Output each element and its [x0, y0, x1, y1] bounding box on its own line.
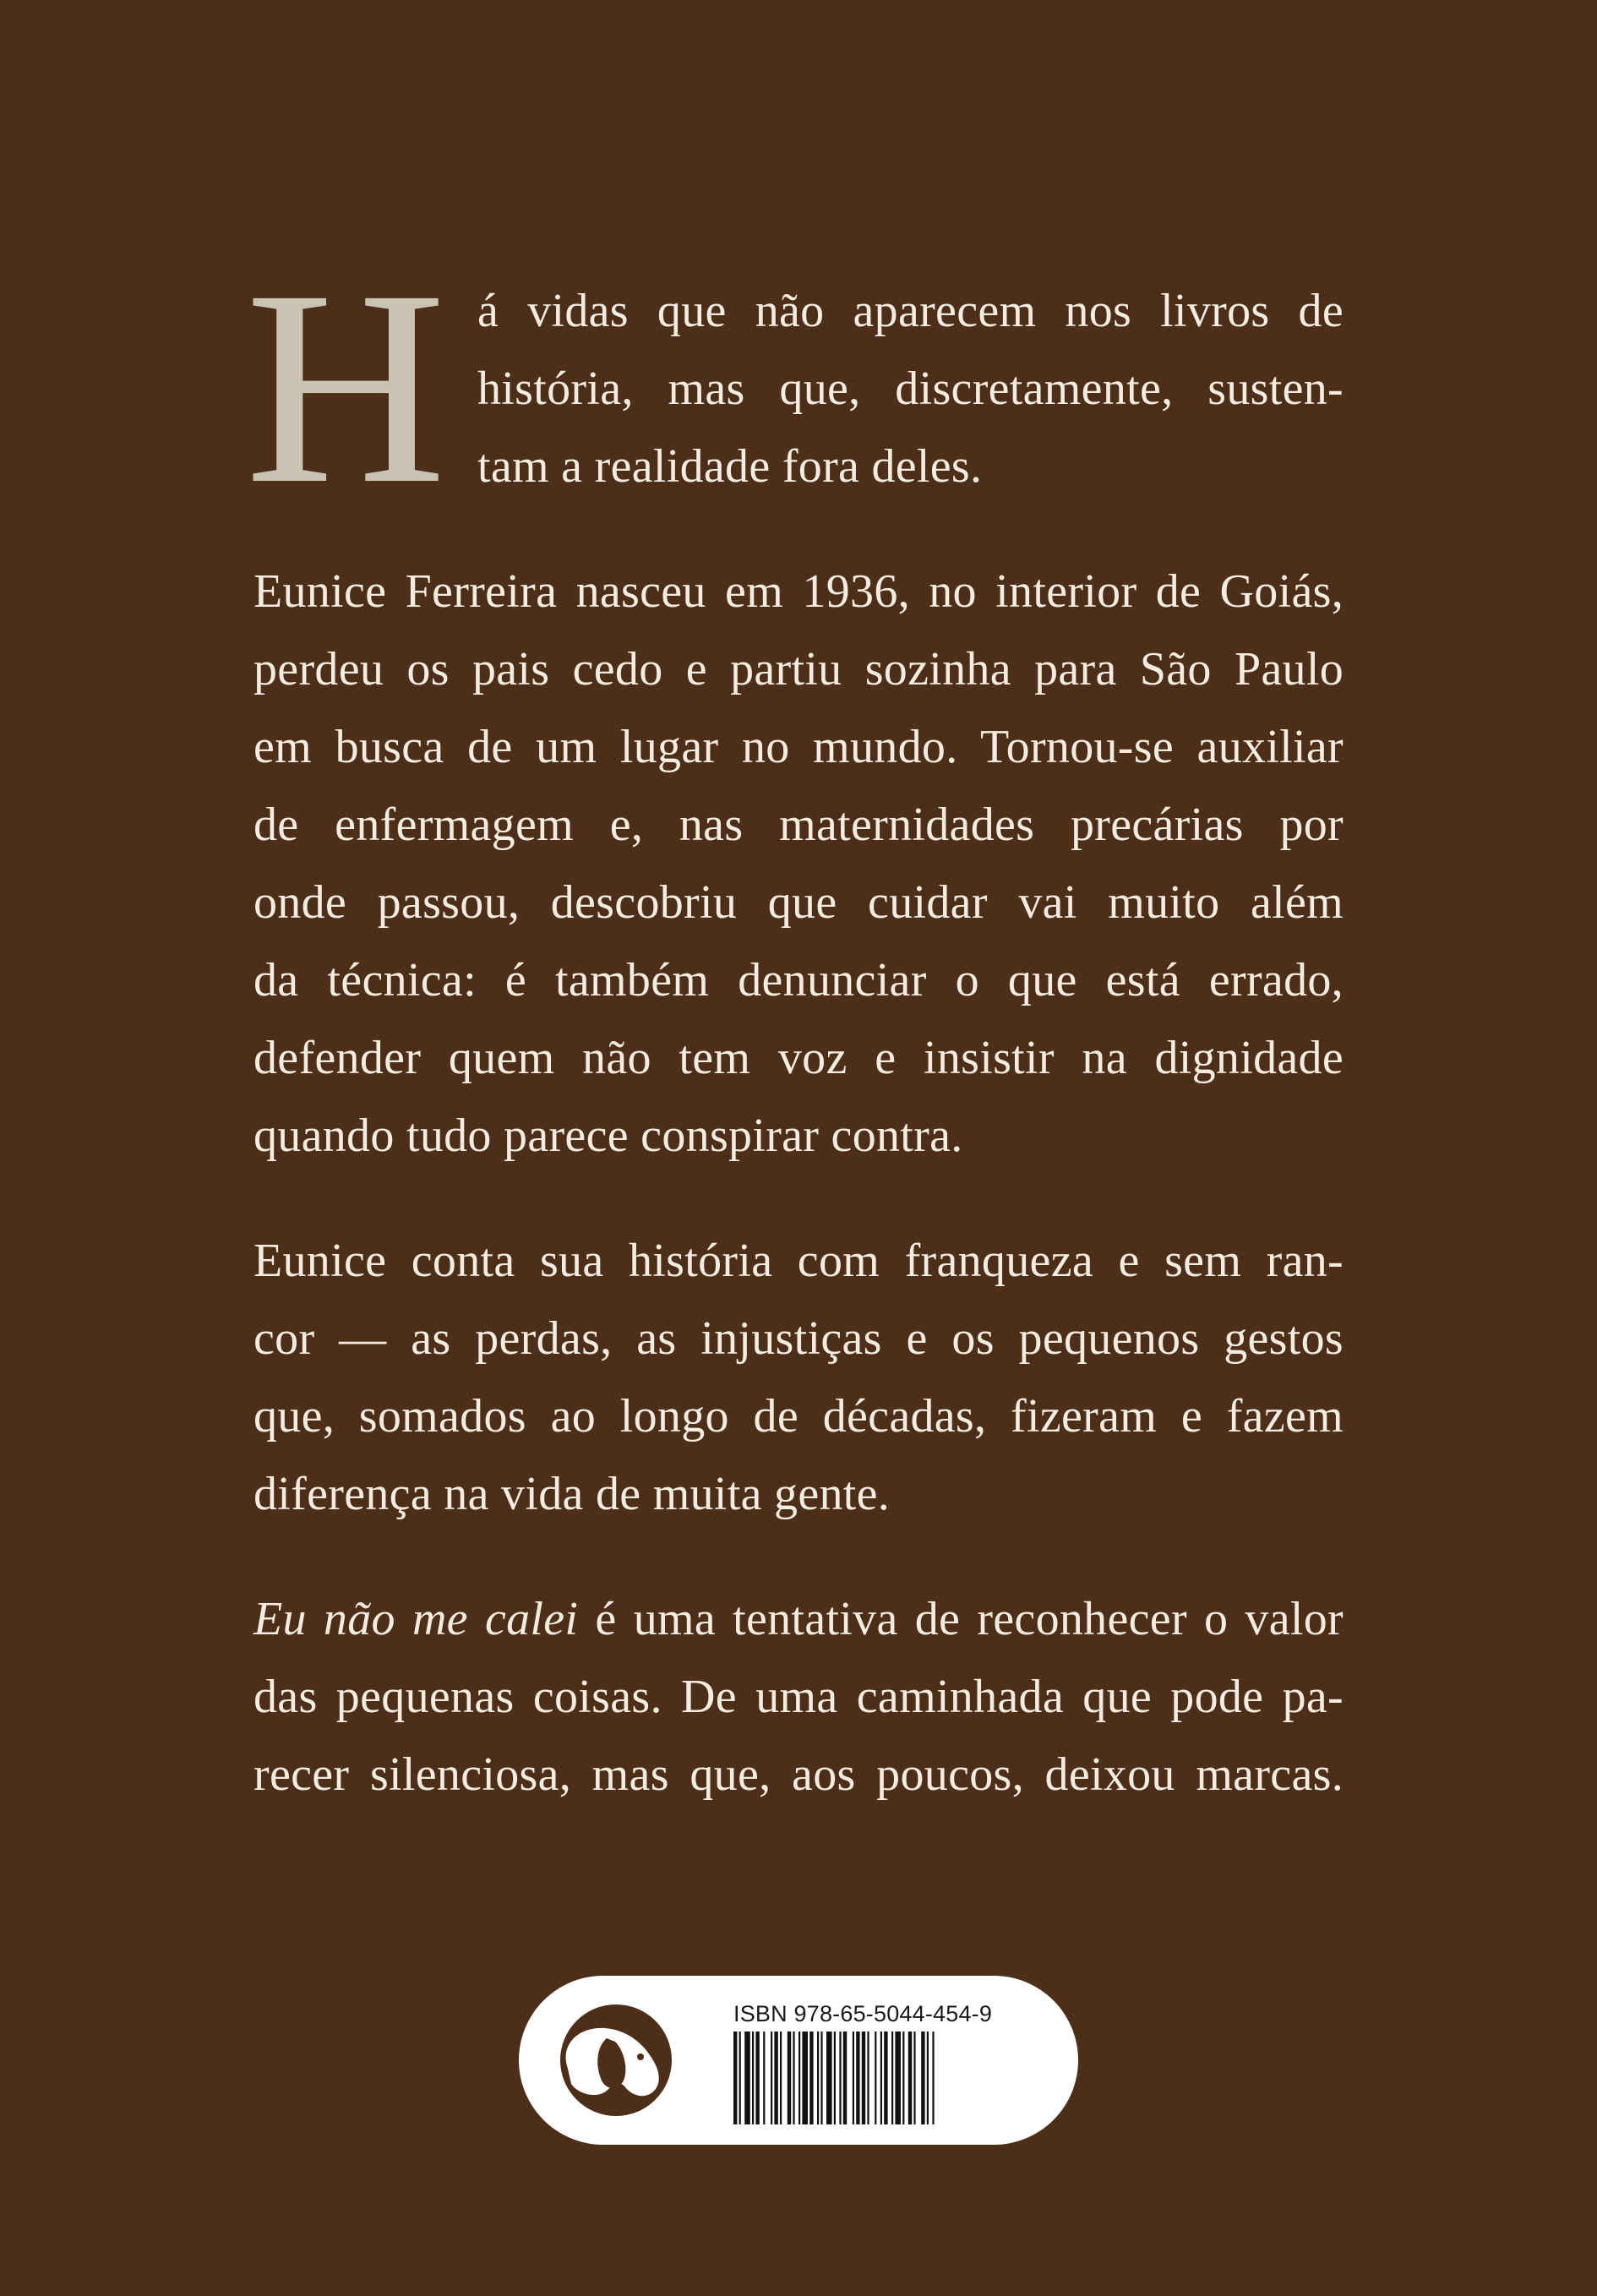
text-line: história, mas que, discretamente, susten-	[477, 363, 1344, 415]
drop-cap: H	[245, 233, 447, 542]
barcode-bar	[834, 2031, 836, 2124]
text-line: perdeu os pais cedo e partiu sozinha para São Paulo	[253, 643, 1344, 695]
barcode-bar	[739, 2031, 741, 2124]
barcode-bar	[902, 2031, 904, 2124]
text-line: em busca de um lugar no mundo. Tornou-se auxiliar	[253, 721, 1344, 773]
text-line: que, somados ao longo de décadas, fizeram e fazem	[253, 1390, 1344, 1442]
text-line: das pequenas coisas. De uma caminhada que pode pa-	[253, 1671, 1344, 1723]
barcode	[733, 2031, 1004, 2124]
barcode-bar	[875, 2031, 876, 2124]
barcode-bar	[867, 2031, 869, 2124]
barcode-bar	[752, 2031, 754, 2124]
barcode-bar	[733, 2031, 737, 2124]
paragraph-2	[253, 553, 1344, 1175]
text-line: recer silenciosa, mas que, aos poucos, deixou marcas.	[253, 1748, 1344, 1801]
text-line: tam a realidade fora deles.	[477, 440, 983, 493]
barcode-bar	[820, 2031, 822, 2124]
text-line: de enfermagem e, nas maternidades precárias por	[253, 799, 1344, 851]
text-line: Eunice Ferreira nasceu em 1936, no interior de Goiás,	[253, 565, 1344, 618]
barcode-bar	[771, 2031, 772, 2124]
barcode-bar	[839, 2031, 841, 2124]
isbn-badge	[519, 1976, 1078, 2145]
book-title: Eu não me calei	[253, 1593, 579, 1645]
barcode-bar	[927, 2031, 929, 2124]
text-line: diferença na vida de muita gente.	[253, 1468, 891, 1520]
text-line	[253, 1580, 1344, 1658]
barcode-bar	[780, 2031, 782, 2124]
text-line: á vidas que não aparecem nos livros de	[477, 285, 1344, 337]
barcode-bar	[856, 2031, 859, 2124]
paragraph-1	[245, 233, 1344, 542]
blurb-text	[245, 233, 1344, 1813]
text-segment: é uma tentativa de reconhecer o valor	[578, 1593, 1344, 1645]
barcode-bar	[853, 2031, 854, 2124]
text-line: da técnica: é também denunciar o que está errado,	[253, 954, 1344, 1006]
text-line: quando tudo parece conspirar contra.	[253, 1110, 963, 1162]
barcode-bar	[891, 2031, 893, 2124]
paragraph-4	[253, 1580, 1344, 1813]
barcode-bar	[798, 2031, 800, 2124]
barcode-bar	[843, 2031, 847, 2124]
dog-head-icon	[553, 2003, 679, 2118]
barcode-bar	[755, 2031, 759, 2124]
isbn-number: ISBN 978-65-5044-454-9	[733, 2001, 993, 2026]
barcode-bar	[880, 2031, 882, 2124]
barcode-bar	[921, 2031, 924, 2124]
text-line: cor — as perdas, as injustiças e os pequenos gestos	[253, 1312, 1344, 1365]
barcode-bar	[788, 2031, 791, 2124]
paragraph-3	[253, 1222, 1344, 1533]
barcode-bar	[913, 2031, 915, 2124]
barcode-bar	[793, 2031, 794, 2124]
text-line: onde passou, descobriu que cuidar vai muito além	[253, 876, 1344, 929]
barcode-bar	[817, 2031, 819, 2124]
barcode-bar	[932, 2031, 934, 2124]
barcode-bar	[908, 2031, 912, 2124]
barcode-bar	[809, 2031, 813, 2124]
text-line: defender quem não tem voz e insistir na dignidade	[253, 1032, 1344, 1084]
barcode-bar	[884, 2031, 887, 2124]
barcode-bar	[802, 2031, 808, 2124]
barcode-bar	[862, 2031, 865, 2124]
barcode-bar	[826, 2031, 832, 2124]
barcode-bar	[744, 2031, 750, 2124]
barcode-bar	[774, 2031, 777, 2124]
barcode-bar	[763, 2031, 765, 2124]
barcode-bar	[895, 2031, 901, 2124]
text-line: Eunice conta sua história com franqueza e sem ran-	[253, 1235, 1344, 1287]
